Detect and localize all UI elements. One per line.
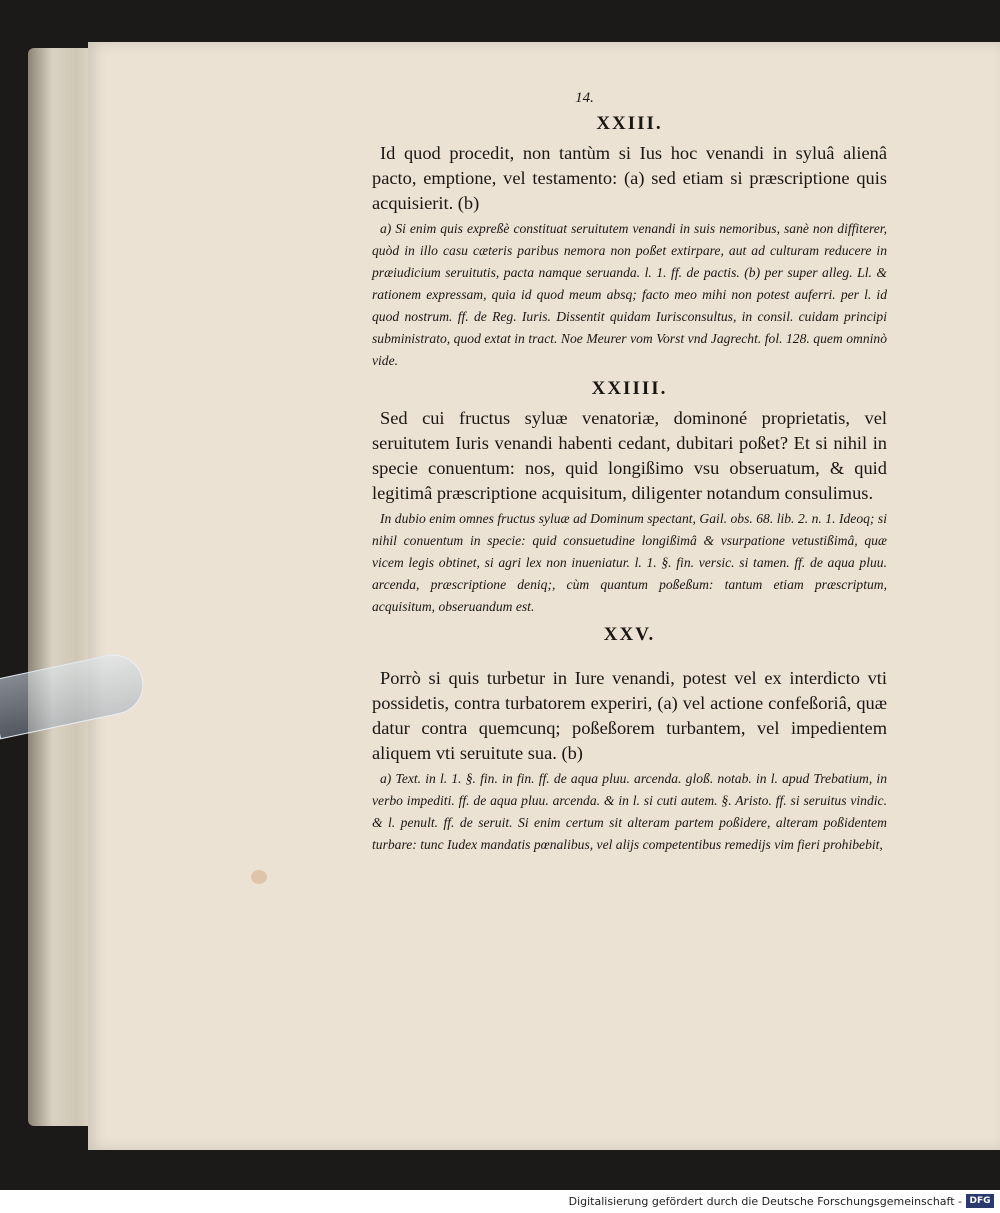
section-23-text: Id quod procedit, non tantùm si Ius hoc venandi in syluâ alienâ pacto, emptione, vel testamento: (a) sed etiam si præscriptione quis acquisierit. (b) (372, 143, 887, 213)
footer-credit: Digitalisierung gefördert durch die Deutsche Forschungsgemeinschaft - (568, 1195, 962, 1208)
dfg-logo-icon: DFG (966, 1194, 994, 1208)
section-heading-25: XXV. (603, 624, 656, 645)
page-number: 14. (575, 90, 594, 106)
paper-stain (251, 870, 267, 884)
section-heading-24: XXIIII. (591, 378, 668, 399)
section-23-note: a) Si enim quis expreßè constituat seruitutem venandi in suis nemoribus, sanè non diffiterer, quòd in illo casu cæteris paribus nemora non poßet extirpare, aut ad culturam reducere in præiudicium seruitutis, pacta namque seruanda. l. 1. ff. de pactis. (b) per super alleg. Ll. & rationem expressam, quia id quod meum absq; facto meo mihi non potest auferri. per l. id quod nostrum. ff. de Reg. Iuris. Dissentit quidam Iurisconsultus, in consil. cuidam principi subministrato, quod extat in tract. Noe Meurer vom Vorst vnd Jagrecht. fol. 128. quem omninò vide. (372, 221, 887, 368)
section-25-text: Porrò si quis turbetur in Iure venandi, potest vel ex interdicto vti possidetis, contra turbatorem experiri, (a) vel actione confeßoriâ, quæ datur contra quemcunq; poßeßorem turbantem, vel impedientem aliquem vti seruitute sua. (b) (372, 668, 887, 763)
spacer (372, 652, 887, 666)
section-24-text: Sed cui fructus syluæ venatoriæ, dominoné proprietatis, vel seruitutem Iuris venandi habenti cedant, dubitari poßet? Et si nihil in specie conuentum: nos, quid longißimo vsu obseruatum, & quid legitimâ præscriptione acquisitum, diligenter notandum consulimus. (372, 408, 887, 503)
section-24-note: In dubio enim omnes fructus syluæ ad Dominum spectant, Gail. obs. 68. lib. 2. n. 1. Ideoq; si nihil conuentum in specie: quid consuetudine longißimâ & vsurpatione vetustißimâ, quæ vicem legis obtinet, si agri lex non inueniatur. l. 1. §. fin. versic. si tamen. ff. de aqua pluu. arcenda, præscriptione deniq;, cùm quantum poßeßum: tantum etiam præscriptum, acquisitum, obseruandum est. (372, 511, 887, 614)
footer-bar (0, 1190, 1000, 1213)
section-25-note: a) Text. in l. 1. §. fin. in fin. ff. de aqua pluu. arcenda. gloß. notab. in l. apud Trebatium, in verbo impediti. ff. de aqua pluu. arcenda. & in l. si cuti autem. §. Aristo. ff. si seruitus vindic. & l. penult. ff. de seruit. Si enim certum sit alteram partem poßidere, alteram poßidentem turbare: tunc Iudex mandatis pœnalibus, vel alijs competentibus remedijs vim fieri prohibebit, (372, 771, 887, 852)
page-content (372, 90, 887, 860)
section-heading-23: XXIII. (596, 113, 663, 134)
